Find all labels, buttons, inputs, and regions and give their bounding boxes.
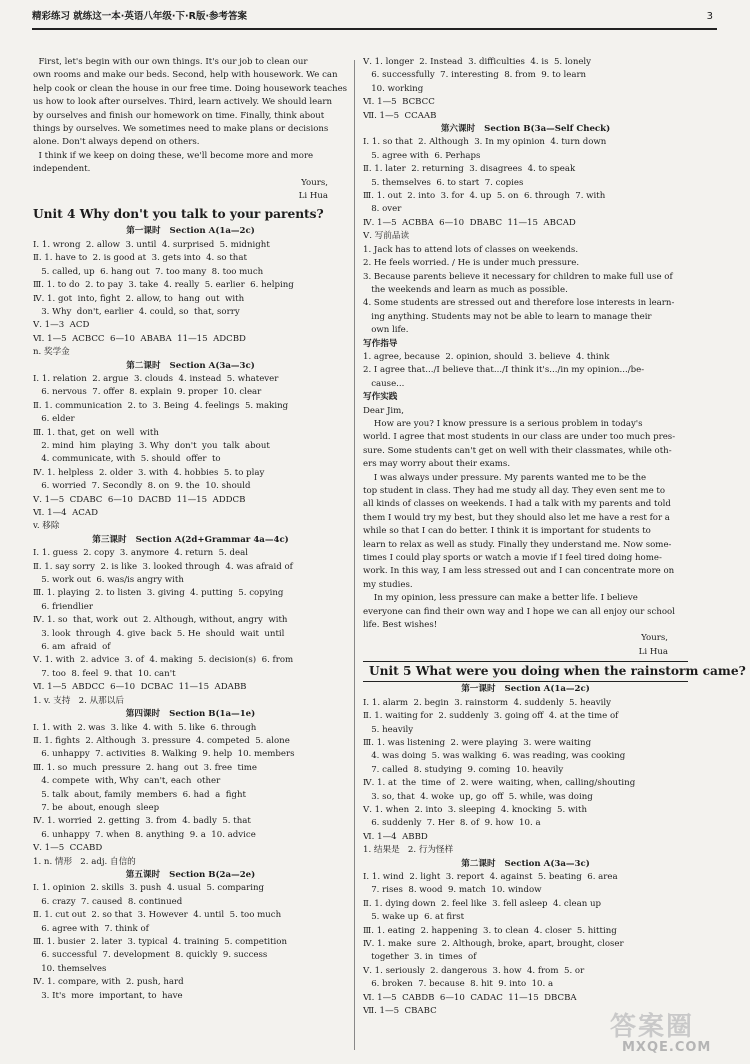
section-heading: 第一课时 Section A(1a—2c) — [461, 684, 590, 695]
page-number: 3 — [706, 11, 713, 22]
answer-line: Ⅱ. 1. later 2. returning 3. disagrees 4. to speak — [363, 164, 576, 175]
right-column — [363, 56, 746, 1018]
section-heading: 第六课时 Section B(3a—Self Check) — [440, 124, 611, 135]
answer-line: Ⅴ. 1—5 CDABC 6—10 DACBD 11—15 ADDCB — [33, 494, 246, 505]
answer-line: 6. successfully 7. interesting 8. from 9. to learn — [363, 70, 587, 81]
page-header — [32, 6, 717, 30]
answer-line: Ⅲ. 1. eating 2. happening 3. to clean 4. closer 5. hitting — [363, 925, 617, 936]
answer-line: Ⅶ. 1—5 CCAAB — [363, 110, 437, 121]
answer-line: Ⅲ. 1. playing 2. to listen 3. giving 4. putting 5. copying — [33, 588, 284, 599]
watermark-text: 答案圈 — [610, 1012, 695, 1042]
answer-line: Ⅵ. 1—5 ACBCC 6—10 ABABA 11—15 ADCBD — [33, 333, 246, 344]
section-heading: 第二课时 Section A(3a—3c) — [126, 360, 255, 371]
answer-line: 6. worried 7. Secondly 8. on 9. the 10. should — [33, 481, 251, 492]
essay-line: work. In this way, I am less stressed out and I can concentrate more on — [363, 566, 675, 577]
answer-line: Ⅲ. 1. that, get on well with — [33, 427, 159, 438]
answer-line: 4. communicate, with 5. should offer to — [33, 454, 221, 465]
watermark-logo — [600, 1006, 740, 1060]
essay-line: How are you? I know pressure is a serious problem in today's — [363, 418, 643, 429]
answer-line: 7. be about, enough sleep — [33, 802, 160, 813]
answer-line: 5. called, up 6. hang out 7. too many 8. too much — [33, 266, 264, 277]
section-heading: 第二课时 Section A(3a—3c) — [461, 858, 590, 869]
answer-line: 6. agree with 7. think of — [33, 923, 149, 934]
letter-signoff: Yours, — [301, 177, 328, 188]
answer-line: 1. agree, because 2. opinion, should 3. believe 4. think — [363, 351, 610, 362]
answer-line: Ⅲ. 1. was listening 2. were playing 3. were waiting — [363, 737, 592, 748]
answer-line: Ⅳ. 1. worried 2. getting 3. from 4. badly 5. that — [33, 816, 251, 827]
answer-line: Ⅴ. 1. seriously 2. dangerous 3. how 4. from 5. or — [363, 965, 585, 976]
answer-line: together 3. in times of — [363, 952, 477, 963]
subsection-heading: 写作实践 — [363, 392, 398, 403]
answer-line: 10. themselves — [33, 963, 107, 974]
answer-line: 5. wake up 6. at first — [363, 912, 465, 923]
answer-line: 5. heavily — [363, 724, 414, 735]
answer-line: Ⅱ. 1. fights 2. Although 3. pressure 4. competed 5. alone — [33, 735, 290, 746]
letter-line: I think if we keep on doing these, we'll become more and more — [33, 150, 314, 161]
answer-line: 3. Because parents believe it necessary for children to make full use of — [363, 271, 673, 282]
essay-line: sure. Some students can't get on well with their classmates, while oth- — [363, 445, 672, 456]
answer-line: Ⅵ. 1—5 BCBCC — [363, 97, 435, 108]
answer-line: v. 移除 — [33, 521, 60, 532]
essay-line: all kinds of classes on weekends. I had a talk with my parents and told — [363, 499, 671, 510]
answer-line: ing anything. Students may not be able to learn to manage their — [363, 311, 652, 322]
answer-line: 1. Jack has to attend lots of classes on weekends. — [363, 244, 579, 255]
section-heading: 第五课时 Section B(2a—2e) — [125, 869, 256, 880]
essay-line: my studies. — [363, 579, 413, 590]
answer-line: 5. agree with 6. Perhaps — [363, 150, 481, 161]
answer-line: Ⅳ. 1. so that, work out 2. Although, without, angry with — [33, 615, 288, 626]
answer-line: 5. themselves 6. to start 7. copies — [363, 177, 524, 188]
answer-line: 1. 结果是 2. 行为怪样 — [363, 845, 454, 856]
answer-line: Ⅰ. 1. so that 2. Although 3. In my opinion 4. turn down — [363, 137, 607, 148]
column-divider — [354, 60, 355, 1050]
answer-line: 6. nervous 7. offer 8. explain 9. proper 10. clear — [33, 387, 262, 398]
answer-line: Ⅰ. 1. guess 2. copy 3. anymore 4. return 5. deal — [33, 548, 248, 559]
essay-line: everyone can find their own way and I hope we can all enjoy our school — [363, 606, 675, 617]
answer-line: Ⅲ. 1. busier 2. later 3. typical 4. training 5. competition — [33, 937, 287, 947]
answer-line: 1. n. 情形 2. adj. 自信的 — [33, 856, 136, 867]
answer-line: Ⅱ. 1. cut out 2. so that 3. However 4. until 5. too much — [33, 910, 282, 921]
answer-line: the weekends and learn as much as possible. — [363, 284, 568, 295]
answer-line: 2. I agree that.../I believe that.../I think it's.../in my opinion.../be- — [363, 365, 645, 376]
essay-signature: Li Hua — [638, 646, 668, 657]
answer-line: Ⅴ. 写前品读 — [363, 231, 410, 242]
answer-line: Ⅰ. 1. relation 2. argue 3. clouds 4. instead 5. whatever — [33, 373, 279, 384]
answer-line: Ⅴ. 1—3 ACD — [33, 320, 90, 331]
section-heading: 第四课时 Section B(1a—1e) — [125, 709, 256, 720]
answer-line: 3. look through 4. give back 5. He should wait until — [33, 628, 285, 639]
answer-line: 6. unhappy 7. activities 8. Walking 9. help 10. members — [33, 749, 295, 760]
answer-line: Ⅲ. 1. so much pressure 2. hang out 3. free time — [33, 762, 257, 773]
letter-line: things by ourselves. We sometimes need to make plans or decisions — [33, 124, 329, 135]
answer-line: 6. crazy 7. caused 8. continued — [33, 896, 183, 907]
answer-line: Ⅳ. 1. at the time of 2. were waiting, when, calling/shouting — [363, 778, 636, 789]
answer-line: 6. elder — [33, 414, 75, 425]
answer-line: 7. rises 8. wood 9. match 10. window — [363, 885, 542, 896]
answer-line: Ⅰ. 1. wrong 2. allow 3. until 4. surprised 5. midnight — [33, 239, 270, 250]
answer-line: 6. unhappy 7. when 8. anything 9. a 10. advice — [33, 829, 256, 840]
essay-line: top student in class. They had me study all day. They even sent me to — [363, 486, 666, 496]
answer-line: 4. Some students are stressed out and therefore lose interests in learn- — [363, 298, 675, 309]
letter-line: own rooms and make our beds. Second, help with housework. We can — [33, 70, 338, 81]
left-column — [33, 56, 348, 1003]
answer-line: Ⅶ. 1—5 CBABC — [363, 1006, 437, 1017]
answer-line: Ⅴ. 1—5 CCABD — [33, 843, 103, 854]
answer-line: 2. mind him playing 3. Why don't you talk about — [33, 440, 270, 451]
letter-line: alone. Don't always depend on others. — [33, 137, 200, 148]
answer-line: 10. working — [363, 83, 424, 94]
answer-line: 3. It's more important, to have — [33, 990, 183, 1001]
answer-line: Ⅴ. 1. longer 2. Instead 3. difficulties 4. is 5. lonely — [363, 57, 592, 67]
unit-heading: Unit 4 Why don't you talk to your parents? — [33, 207, 324, 222]
subsection-heading: 写作指导 — [363, 338, 398, 349]
answer-line: 1. v. 支持 2. 从那以后 — [33, 695, 124, 706]
answer-line: Ⅳ. 1. got into, fight 2. allow, to hang out with — [33, 293, 245, 304]
answer-line: own life. — [363, 325, 409, 336]
answer-line: 6. friendlier — [33, 601, 93, 612]
answer-line: Ⅵ. 1—5 ABDCC 6—10 DCBAC 11—15 ADABB — [33, 682, 247, 693]
answer-line: Ⅲ. 1. to do 2. to pay 3. take 4. really 5. earlier 6. helping — [33, 280, 294, 291]
answer-line: Ⅴ. 1. when 2. into 3. sleeping 4. knocking 5. with — [363, 804, 588, 815]
unit-heading: Unit 5 What were you doing when the rainstorm came? — [363, 661, 688, 682]
answer-line: Ⅲ. 1. out 2. into 3. for 4. up 5. on 6. through 7. with — [363, 191, 606, 202]
answer-line: Ⅰ. 1. with 2. was 3. like 4. with 5. like 6. through — [33, 722, 257, 733]
letter-line: by ourselves and finish our homework on time. Finally, think about — [33, 110, 325, 121]
essay-line: times I could play sports or watch a movie if I feel tired doing home- — [363, 553, 662, 564]
answer-line: Ⅰ. 1. opinion 2. skills 3. push 4. usual 5. comparing — [33, 883, 265, 894]
answer-line: Ⅰ. 1. wind 2. light 3. report 4. against 5. beating 6. area — [363, 871, 618, 882]
essay-line: while so that I can do better. I think it is important for students to — [363, 526, 651, 537]
section-heading: 第一课时 Section A(1a—2c) — [126, 226, 255, 237]
letter-line: help cook or clean the house in our free time. Doing housework teaches — [33, 83, 348, 94]
answer-line: 3. Why don't, earlier 4. could, so that, sorry — [33, 306, 240, 317]
header-title: 精彩练习 就练这一本·英语八年级·下·R版·参考答案 — [32, 11, 248, 22]
answer-line: Ⅱ. 1. have to 2. is good at 3. gets into 4. so that — [33, 253, 247, 264]
letter-line: us how to look after ourselves. Third, learn actively. We should learn — [33, 97, 333, 108]
answer-line: 7. called 8. studying 9. coming 10. heavily — [363, 764, 564, 775]
answer-line: Ⅳ. 1—5 ACBBA 6—10 DBABC 11—15 ABCAD — [363, 217, 576, 228]
answer-line: Ⅴ. 1. with 2. advice 3. of 4. making 5. decision(s) 6. from — [33, 655, 294, 666]
letter-signature: Li Hua — [298, 191, 328, 202]
essay-line: learn to relax as well as study. Finally they understand me. Now some- — [363, 539, 672, 550]
essay-line: them I would try my best, but they should also let me have a rest for a — [363, 512, 670, 523]
answer-line: 4. compete with, Why can't, each other — [33, 776, 221, 787]
answer-line: Ⅵ. 1—4 ABBD — [363, 831, 428, 842]
answer-line: 6. am afraid of — [33, 642, 111, 653]
answer-line: 6. successful 7. development 8. quickly 9. success — [33, 950, 268, 961]
essay-line: life. Best wishes! — [363, 620, 438, 631]
answer-line: Ⅱ. 1. dying down 2. feel like 3. fell asleep 4. clean up — [363, 898, 602, 909]
answer-line: 6. suddenly 7. Her 8. of 9. how 10. a — [363, 818, 541, 829]
answer-line: 2. He feels worried. / He is under much pressure. — [363, 258, 580, 269]
answer-line: Ⅵ. 1—5 CABDB 6—10 CADAC 11—15 DBCBA — [363, 992, 577, 1003]
essay-line: world. I agree that most students in our class are under too much pres- — [363, 432, 676, 443]
answer-line: Ⅰ. 1. alarm 2. begin 3. rainstorm 4. suddenly 5. heavily — [363, 697, 611, 708]
answer-line: 4. was doing 5. was walking 6. was reading, was cooking — [363, 751, 626, 762]
answer-line: Ⅱ. 1. waiting for 2. suddenly 3. going off 4. at the time of — [363, 711, 619, 722]
answer-line: Ⅱ. 1. communication 2. to 3. Being 4. feelings 5. making — [33, 400, 289, 411]
answer-line: Ⅳ. 1. helpless 2. older 3. with 4. hobbies 5. to play — [33, 467, 265, 478]
answer-line: cause... — [363, 378, 405, 389]
essay-line: I was always under pressure. My parents wanted me to be the — [363, 472, 647, 483]
answer-line: 6. broken 7. because 8. hit 9. into 10. a — [363, 979, 554, 990]
answer-line: n. 奖学金 — [33, 347, 70, 358]
essay-line: Dear Jim, — [363, 405, 405, 416]
answer-line: Ⅵ. 1—4 ACAD — [33, 508, 98, 518]
answer-line: Ⅱ. 1. say sorry 2. is like 3. looked through 4. was afraid of — [33, 561, 293, 572]
answer-line: Ⅳ. 1. compare, with 2. push, hard — [33, 977, 184, 988]
answer-line: 5. work out 6. was/is angry with — [33, 575, 184, 586]
letter-line: First, let's begin with our own things. It's our job to clean our — [33, 57, 308, 67]
essay-line: In my opinion, less pressure can make a better life. I believe — [363, 593, 638, 604]
essay-line: ers may worry about their exams. — [363, 459, 511, 470]
answer-line: Ⅳ. 1. make sure 2. Although, broke, apart, brought, closer — [363, 939, 624, 949]
section-heading: 第三课时 Section A(2d+Grammar 4a—4c) — [92, 534, 289, 545]
answer-line: 5. talk about, family members 6. had a fight — [33, 789, 246, 800]
answer-line: 3. so, that 4. woke up, go off 5. while, was doing — [363, 791, 593, 802]
watermark-domain: MXQE.COM — [622, 1040, 712, 1055]
answer-line: 7. too 8. feel 9. that 10. can't — [33, 668, 176, 679]
essay-signoff: Yours, — [641, 633, 668, 644]
answer-line: 8. over — [363, 204, 402, 215]
letter-line: independent. — [33, 164, 91, 175]
